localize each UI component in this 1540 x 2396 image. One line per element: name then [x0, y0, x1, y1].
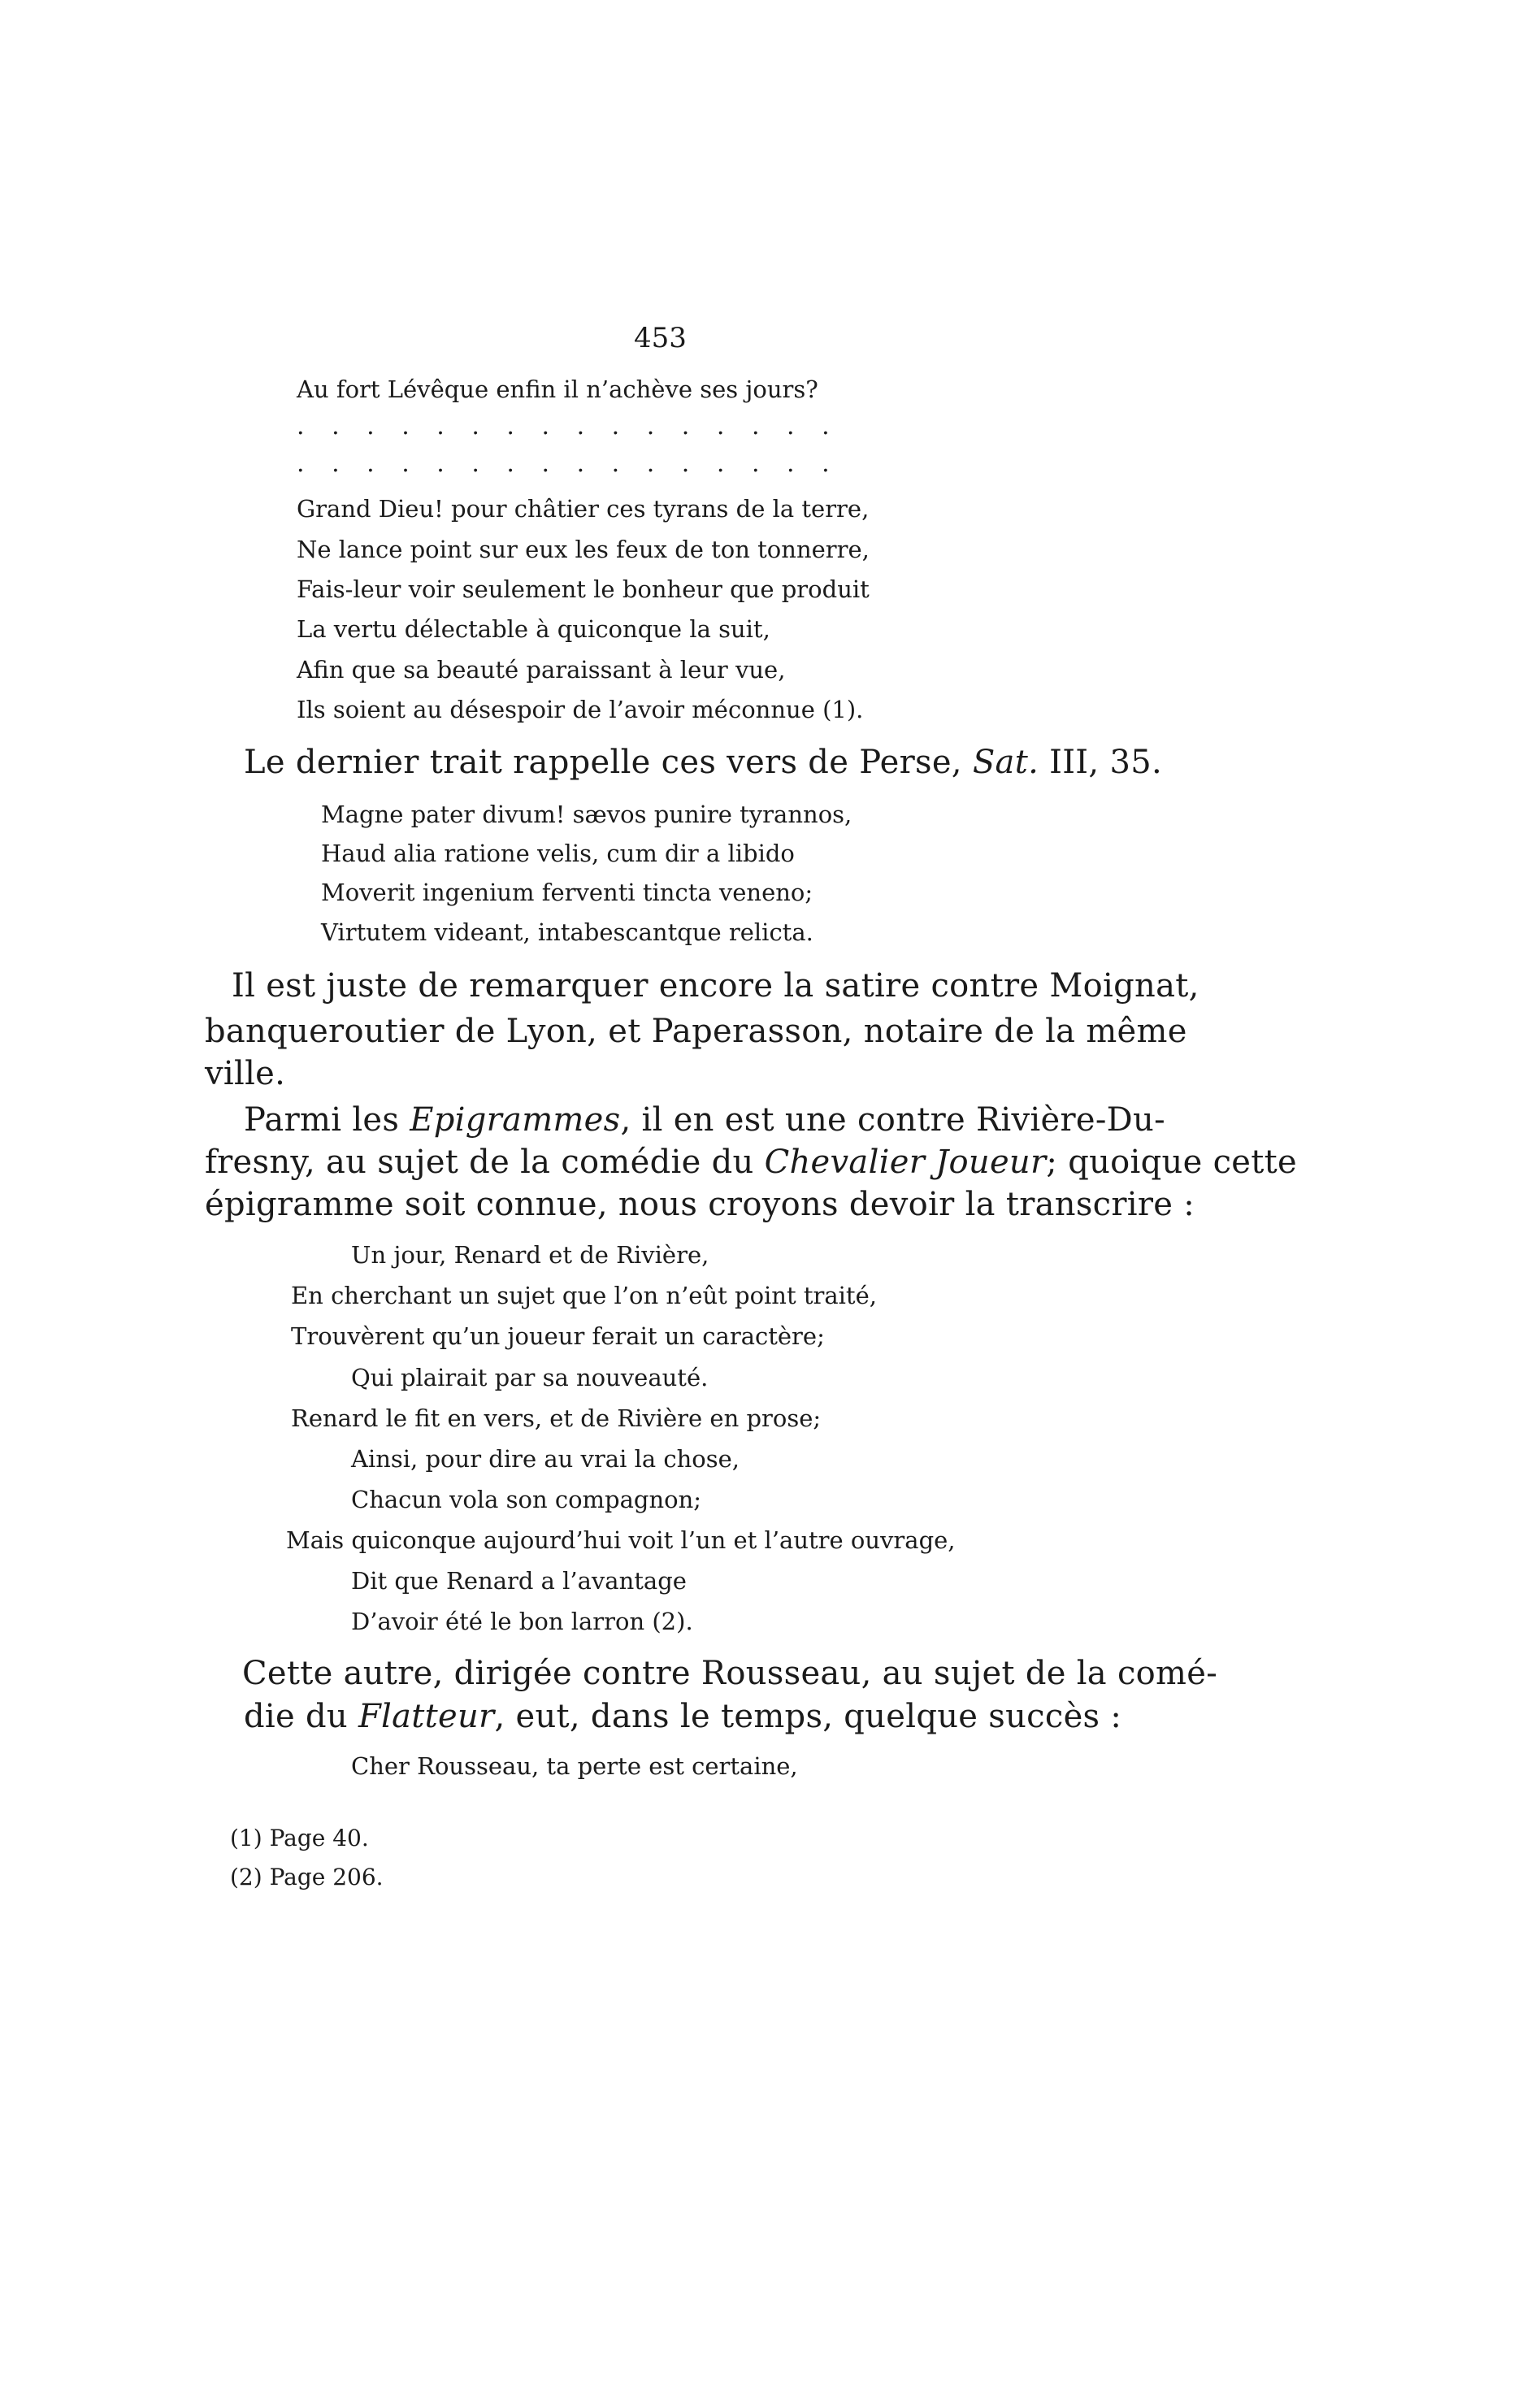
latin-verse-line: Moverit ingenium ferventi tincta veneno; [321, 879, 813, 906]
latin-verse-line: Virtutem videant, intabescantque relicta. [321, 918, 813, 946]
verse-line: Au fort Lévêque enfin il n’achève ses jours? [297, 375, 818, 403]
verse-line: Ils soient au désespoir de l’avoir méconnue (1). [297, 696, 864, 723]
paragraph-line: fresny, au sujet de la comédie du Chevalier Joueur; quoique cette [205, 1144, 1297, 1181]
paragraph-line: Le dernier trait rappelle ces vers de Perse, Sat. III, 35. [244, 744, 1162, 781]
ellipsis-row: . . . . . . . . . . . . . . . . [297, 449, 839, 478]
epigram-line: En cherchant un sujet que l’on n’eût point traité, [291, 1282, 877, 1309]
epigram-line: Renard le fit en vers, et de Rivière en prose; [291, 1404, 822, 1432]
epigram-line: D’avoir été le bon larron (2). [351, 1608, 693, 1635]
epigram-line: Mais quiconque aujourd’hui voit l’un et l’autre ouvrage, [286, 1526, 956, 1554]
paragraph-line: Cette autre, dirigée contre Rousseau, au sujet de la comé- [242, 1655, 1218, 1692]
footnote: (2) Page 206. [230, 1864, 384, 1890]
footnote: (1) Page 40. [230, 1825, 369, 1851]
verse-line: Fais-leur voir seulement le bonheur que produit [297, 575, 870, 603]
epigram-line: Ainsi, pour dire au vrai la chose, [351, 1445, 740, 1473]
paragraph-line: ville. [205, 1055, 286, 1092]
ellipsis-row: . . . . . . . . . . . . . . . . [297, 412, 839, 441]
verse-line: Ne lance point sur eux les feux de ton tonnerre, [297, 536, 870, 563]
paragraph-line: Parmi les Epigrammes, il en est une contre Rivière-Du- [244, 1101, 1165, 1139]
paragraph-line: épigramme soit connue, nous croyons devoir la transcrire : [205, 1186, 1195, 1223]
page-number: 453 [634, 322, 687, 354]
epigram-line: Chacun vola son compagnon; [351, 1486, 702, 1513]
epigram-line: Dit que Renard a l’avantage [351, 1567, 687, 1595]
verse-line: La vertu délectable à quiconque la suit, [297, 615, 770, 643]
verse-line: Cher Rousseau, ta perte est certaine, [351, 1752, 798, 1780]
paragraph-line: banqueroutier de Lyon, et Paperasson, notaire de la même [205, 1013, 1187, 1050]
verse-line: Grand Dieu! pour châtier ces tyrans de la terre, [297, 495, 870, 523]
epigram-line: Trouvèrent qu’un joueur ferait un caractère; [291, 1322, 825, 1350]
paragraph-line: Il est juste de remarquer encore la satire contre Moignat, [232, 967, 1199, 1005]
epigram-line: Un jour, Renard et de Rivière, [351, 1241, 709, 1269]
latin-verse-line: Magne pater divum! sævos punire tyrannos, [321, 801, 852, 828]
epigram-line: Qui plairait par sa nouveauté. [351, 1364, 709, 1391]
paragraph-line: die du Flatteur, eut, dans le temps, quelque succès : [244, 1698, 1122, 1735]
verse-line: Afin que sa beauté paraissant à leur vue, [297, 656, 786, 684]
latin-verse-line: Haud alia ratione velis, cum dir a libido [321, 840, 795, 867]
